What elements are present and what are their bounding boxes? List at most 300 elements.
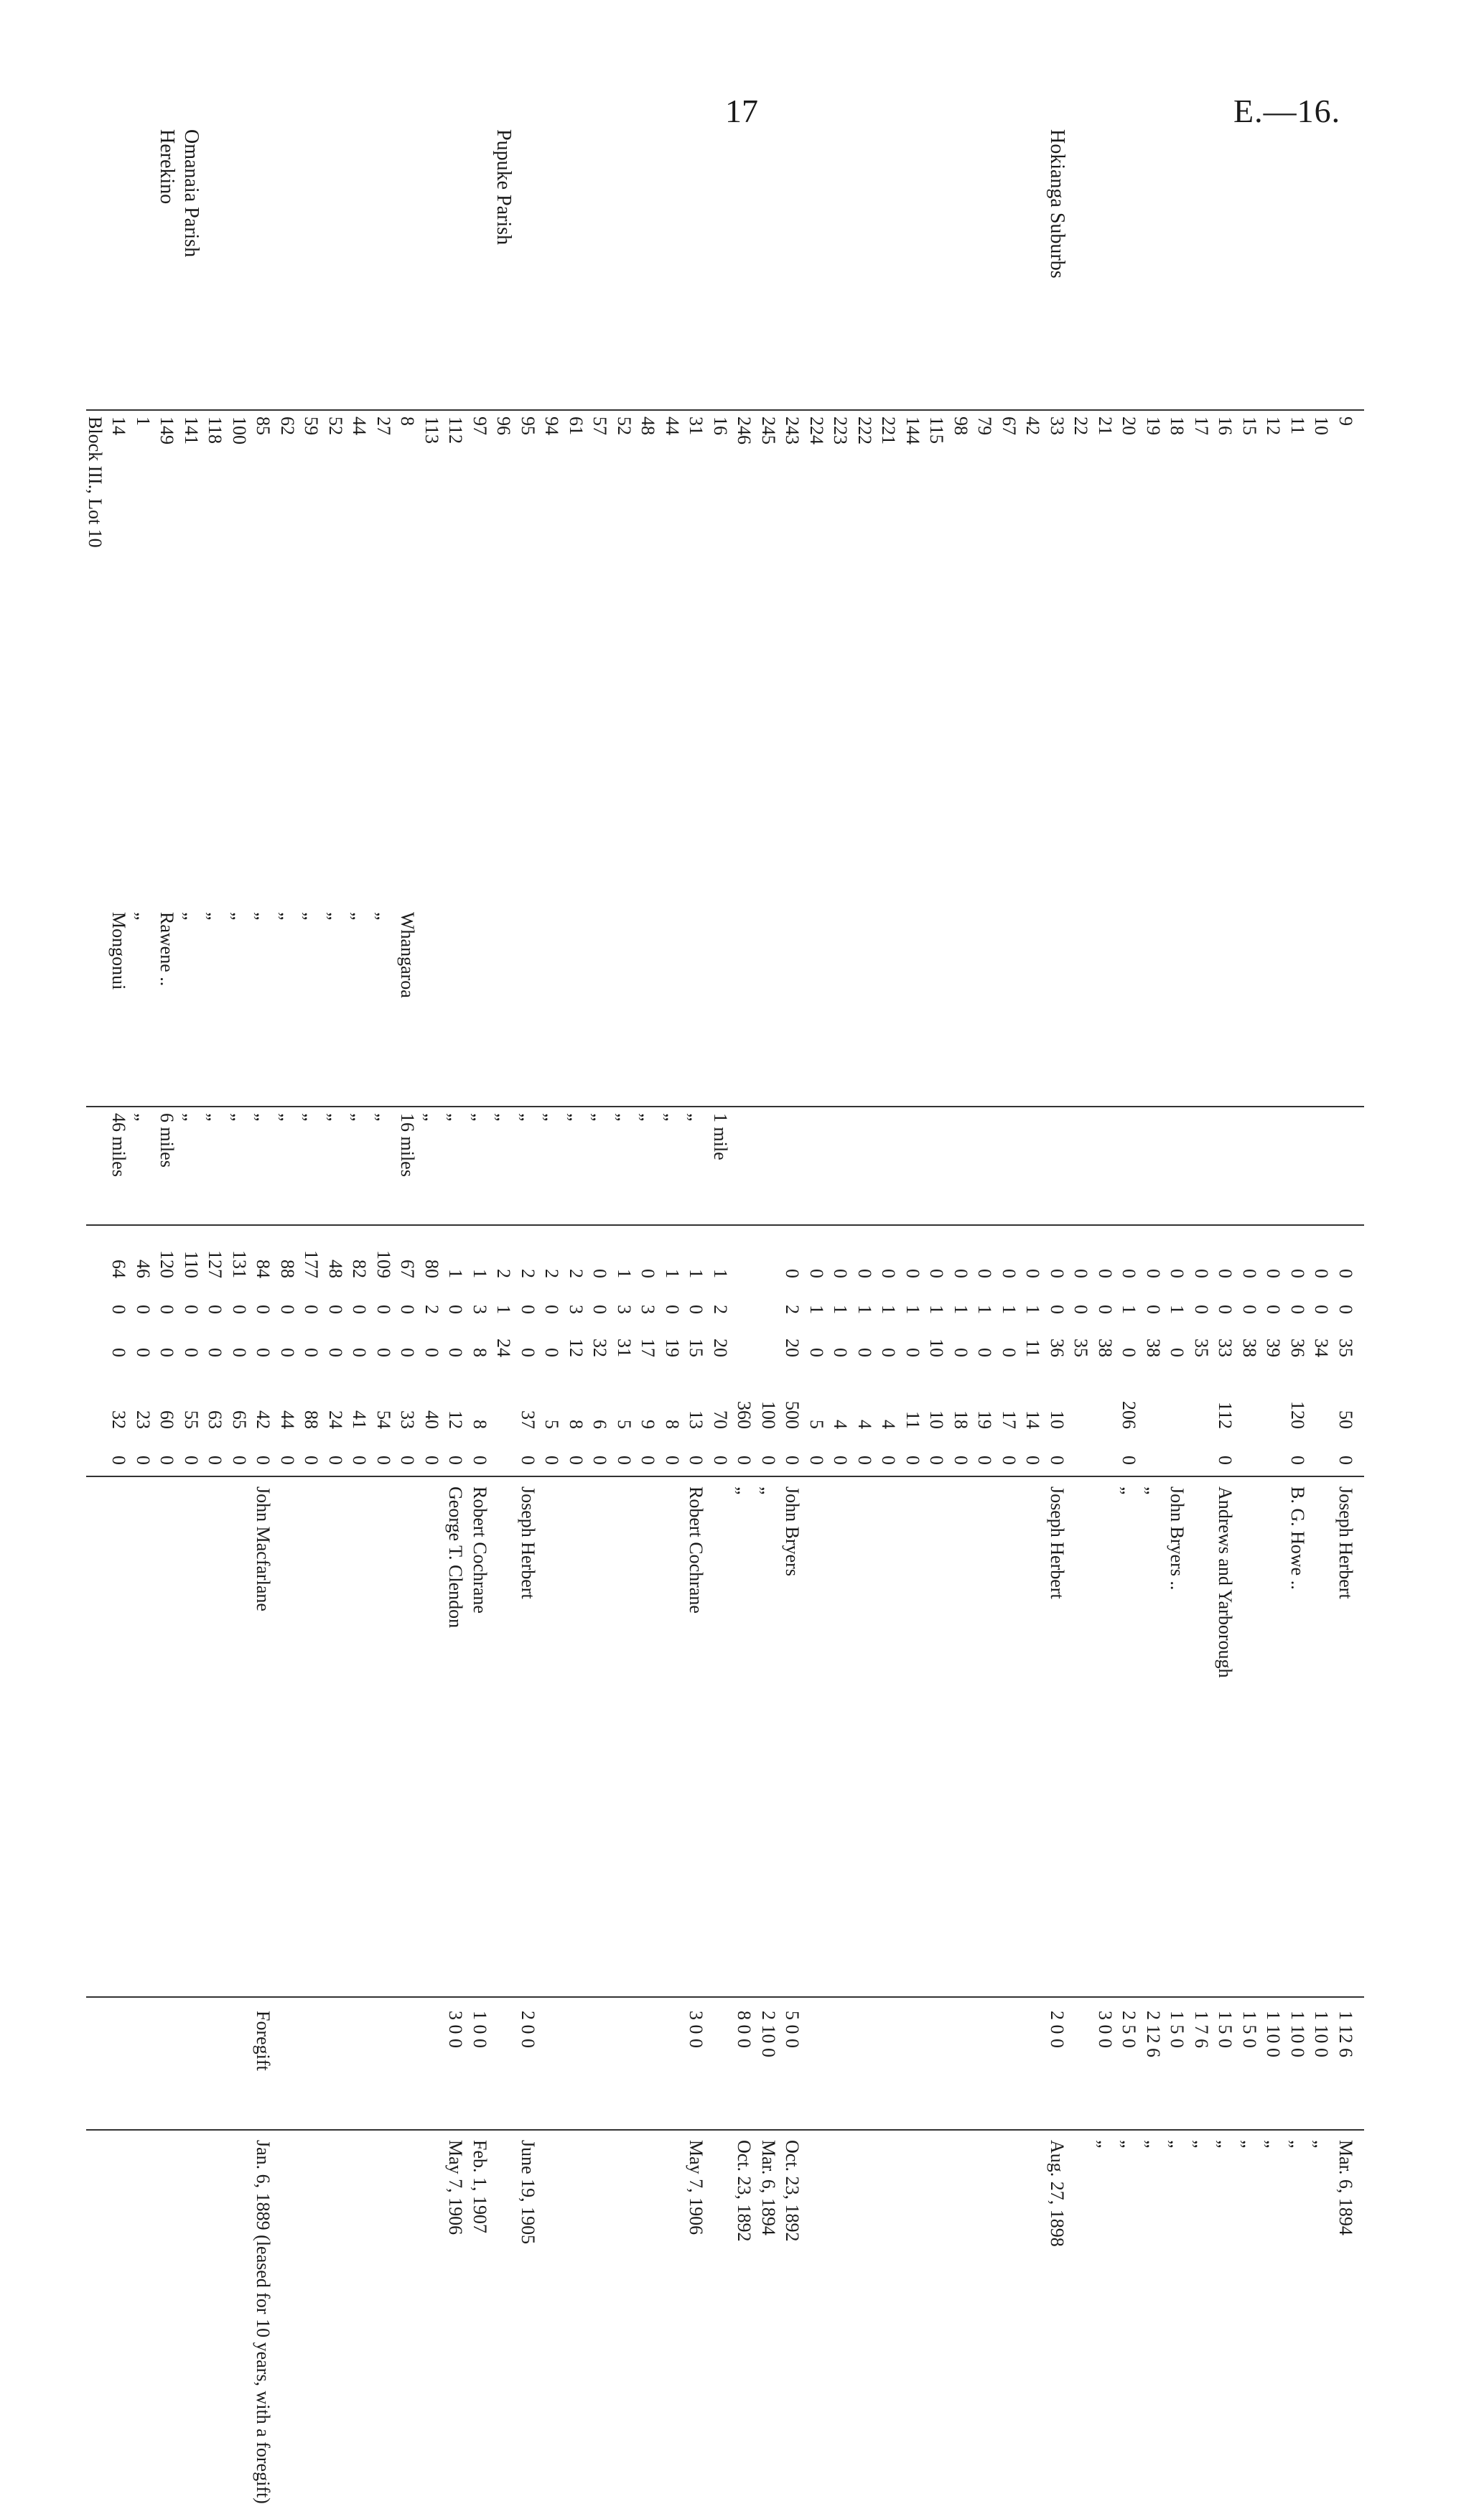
cell-sec: 16 — [1215, 416, 1236, 435]
table-row — [348, 115, 371, 2305]
cell-r: 0 — [133, 1305, 154, 1314]
cell-sec: 222 — [854, 416, 875, 445]
cell-a: 0 — [854, 1269, 875, 1278]
cell-a: 0 — [638, 1269, 659, 1278]
table-row — [733, 115, 756, 2305]
cell-dis: „ — [181, 1113, 202, 1122]
cell-v1: 55 — [181, 1410, 202, 1429]
cell-dis: 1 mile — [710, 1113, 731, 1160]
cell-date: Feb. 1, 1907 — [470, 2140, 490, 2233]
cell-r: 3 — [566, 1305, 587, 1314]
cell-sec: 57 — [589, 416, 611, 435]
cell-v1: 70 — [710, 1410, 731, 1429]
cell-r: 0 — [205, 1305, 226, 1314]
cell-dis: „ — [541, 1113, 563, 1122]
cell-v1: 13 — [686, 1410, 707, 1429]
cell-loc: „ — [229, 912, 250, 921]
cell-p: 0 — [830, 1348, 851, 1357]
cell-a: 0 — [1095, 1269, 1116, 1278]
cell-a: 0 — [1263, 1269, 1284, 1278]
cell-sec: 1 — [133, 416, 154, 426]
cell-date: „ — [1311, 2140, 1333, 2149]
cell-les: Joseph Herbert — [1335, 1486, 1356, 1599]
table-row — [1334, 115, 1357, 2305]
cell-sec: 59 — [301, 416, 322, 435]
cell-a: 0 — [1022, 1269, 1044, 1278]
cell-p: 31 — [614, 1339, 635, 1357]
cell-p: 0 — [951, 1348, 971, 1357]
cell-p: 0 — [157, 1348, 178, 1357]
cell-v2: 0 — [325, 1456, 346, 1465]
cell-loc: Whangaroa — [397, 912, 419, 998]
cell-p: 0 — [518, 1348, 538, 1357]
cell-a: 84 — [253, 1260, 274, 1278]
cell-sec: 31 — [686, 416, 707, 435]
cell-sec: 98 — [951, 416, 971, 435]
cell-r: 0 — [157, 1305, 178, 1314]
cell-a: 0 — [806, 1269, 827, 1278]
cell-sec: 22 — [1070, 416, 1092, 435]
table-row — [252, 115, 275, 2504]
cell-dis: „ — [589, 1113, 611, 1122]
cell-a: 0 — [1119, 1269, 1140, 1278]
cell-sec: 19 — [1143, 416, 1164, 435]
cell-v2: 0 — [806, 1456, 827, 1465]
cell-a: 0 — [951, 1269, 971, 1278]
cell-p: 0 — [205, 1348, 226, 1357]
cell-a: 80 — [421, 1260, 442, 1278]
table-row — [324, 115, 347, 2305]
cell-r: 0 — [1335, 1305, 1356, 1314]
cell-sec: 52 — [325, 416, 346, 435]
cell-v1: 18 — [951, 1410, 971, 1429]
cell-p: 17 — [638, 1339, 659, 1357]
cell-sec: 17 — [1191, 416, 1212, 435]
table-row — [516, 115, 539, 2305]
cell-r: 0 — [1047, 1305, 1068, 1314]
cell-r: 0 — [1215, 1305, 1236, 1314]
cell-p: 38 — [1095, 1339, 1116, 1357]
cell-date: Aug. 27, 1898 — [1047, 2140, 1068, 2247]
cell-v2: 0 — [926, 1456, 948, 1465]
cell-r: 0 — [686, 1305, 707, 1314]
cell-r: 0 — [373, 1305, 394, 1314]
cell-v1: 5 — [614, 1420, 635, 1429]
cell-v1: 5 — [541, 1420, 563, 1429]
table-row — [468, 115, 491, 2305]
table-row — [925, 115, 948, 2305]
cell-v2: 0 — [638, 1456, 659, 1465]
cell-p: 19 — [662, 1339, 683, 1357]
cell-v1: 8 — [662, 1420, 683, 1429]
cell-v1: 40 — [421, 1410, 442, 1429]
cell-a: 0 — [1167, 1269, 1188, 1278]
cell-a: 2 — [518, 1269, 538, 1278]
cell-sec: 224 — [806, 416, 827, 445]
cell-p: 0 — [806, 1348, 827, 1357]
cell-rent: 1 10 0 — [1263, 2011, 1284, 2057]
cell-r: 0 — [325, 1305, 346, 1314]
table-row — [805, 115, 828, 2305]
cell-p: 33 — [1215, 1339, 1236, 1357]
cell-sec: 94 — [541, 416, 563, 435]
cell-v2: 0 — [710, 1456, 731, 1465]
cell-les: John Bryers .. — [1167, 1486, 1188, 1591]
table-row — [1166, 115, 1189, 2305]
cell-r: 2 — [782, 1305, 803, 1314]
table-row — [877, 115, 900, 2305]
cell-p: 0 — [854, 1348, 875, 1357]
cell-sec: 20 — [1119, 416, 1140, 435]
cell-les: B. G. Howe .. — [1287, 1486, 1308, 1590]
cell-r: 0 — [1095, 1305, 1116, 1314]
cell-dis: „ — [662, 1113, 683, 1122]
cell-sec: 44 — [662, 416, 683, 435]
cell-p: 20 — [710, 1339, 731, 1357]
cell-r: 0 — [518, 1305, 538, 1314]
table-row — [1286, 115, 1309, 2305]
cell-p: 36 — [1287, 1339, 1308, 1357]
cell-rent: 8 0 0 — [734, 2011, 755, 2048]
table-row — [1093, 115, 1116, 2305]
cell-a: 2 — [541, 1269, 563, 1278]
table-row — [493, 115, 515, 2305]
cell-sec: 67 — [999, 416, 1019, 435]
cell-sec: 243 — [782, 416, 803, 445]
cell-r: 1 — [902, 1305, 923, 1314]
cell-r: 0 — [541, 1305, 563, 1314]
cell-v2: 0 — [157, 1456, 178, 1465]
cell-rent: 1 5 0 — [1239, 2011, 1260, 2048]
cell-rent: 2 10 0 — [758, 2011, 779, 2057]
cell-p: 38 — [1143, 1339, 1164, 1357]
cell-a: 131 — [229, 1250, 250, 1278]
cell-r: 0 — [1311, 1305, 1333, 1314]
cell-v2: 0 — [854, 1456, 875, 1465]
page-number: 17 — [725, 93, 758, 129]
cell-dis: „ — [566, 1113, 587, 1122]
cell-p: 0 — [108, 1348, 130, 1357]
cell-v1: 206 — [1119, 1401, 1140, 1429]
cell-r: 1 — [493, 1305, 515, 1314]
cell-r: 0 — [181, 1305, 202, 1314]
cell-rent: 3 0 0 — [686, 2011, 707, 2048]
cell-v2: 0 — [181, 1456, 202, 1465]
cell-p: 0 — [373, 1348, 394, 1357]
cell-rent: 1 12 6 — [1335, 2011, 1356, 2057]
cell-v2: 0 — [1335, 1456, 1356, 1465]
cell-a: 0 — [1335, 1269, 1356, 1278]
cell-dis: „ — [638, 1113, 659, 1122]
table-row — [1310, 115, 1333, 2305]
table-row — [997, 115, 1020, 2305]
cell-loc: „ — [301, 912, 322, 921]
cell-r: 1 — [1119, 1305, 1140, 1314]
cell-a: 0 — [974, 1269, 996, 1278]
cell-a: 67 — [397, 1260, 419, 1278]
table-row — [637, 115, 660, 2305]
cell-r: 0 — [349, 1305, 370, 1314]
cell-dis: „ — [686, 1113, 707, 1122]
cell-sec: 144 — [902, 416, 923, 445]
table-row — [901, 115, 924, 2305]
cell-r: 0 — [1070, 1305, 1092, 1314]
cell-les: Robert Cochrane — [686, 1486, 707, 1614]
table-row — [372, 115, 395, 2305]
cell-dis: „ — [205, 1113, 226, 1122]
cell-v1: 500 — [782, 1401, 803, 1429]
cell-a: 64 — [108, 1260, 130, 1278]
cell-dis: „ — [493, 1113, 515, 1122]
table-row — [1214, 115, 1237, 2305]
table-row — [1070, 115, 1093, 2305]
cell-sec: 79 — [974, 416, 996, 435]
cell-v2: 0 — [373, 1456, 394, 1465]
cell-v1: 50 — [1335, 1410, 1356, 1429]
cell-sec: 10 — [1311, 416, 1333, 435]
cell-rent: 3 0 0 — [445, 2011, 467, 2048]
cell-p: 32 — [589, 1339, 611, 1357]
cell-date: Mar. 6, 1894 — [1335, 2140, 1356, 2235]
cell-v1: 88 — [301, 1410, 322, 1429]
cell-v1: 4 — [878, 1420, 900, 1429]
cell-v2: 0 — [734, 1456, 755, 1465]
cell-les: John Macfarlane — [253, 1486, 274, 1611]
cell-v2: 0 — [951, 1456, 971, 1465]
cell-v1: 4 — [830, 1420, 851, 1429]
cell-v2: 0 — [445, 1456, 467, 1465]
cell-a: 1 — [614, 1269, 635, 1278]
table-row — [829, 115, 852, 2305]
cell-r: 2 — [421, 1305, 442, 1314]
table-row — [974, 115, 997, 2305]
cell-date: „ — [1263, 2140, 1284, 2149]
cell-v1: 10 — [926, 1410, 948, 1429]
cell-p: 0 — [277, 1348, 298, 1357]
cell-les: Joseph Herbert — [518, 1486, 538, 1599]
cell-r: 0 — [108, 1305, 130, 1314]
cell-rent: Foregift — [253, 2011, 274, 2071]
cell-v1: 5 — [806, 1420, 827, 1429]
cell-p: 12 — [566, 1339, 587, 1357]
cell-p: 0 — [421, 1348, 442, 1357]
cell-a: 0 — [1047, 1269, 1068, 1278]
district-label: Herekino — [156, 129, 179, 205]
cell-v2: 0 — [1022, 1456, 1044, 1465]
cell-dis: „ — [373, 1113, 394, 1122]
cell-p: 0 — [397, 1348, 419, 1357]
cell-date: „ — [1119, 2140, 1140, 2149]
cell-date: May 7, 1906 — [445, 2140, 467, 2235]
cell-r: 0 — [662, 1305, 683, 1314]
cell-v1: 6 — [589, 1420, 611, 1429]
cell-v1: 44 — [277, 1410, 298, 1429]
cell-v2: 0 — [589, 1456, 611, 1465]
cell-sec: 113 — [421, 416, 442, 445]
cell-dis: „ — [349, 1113, 370, 1122]
cell-p: 20 — [782, 1339, 803, 1357]
cell-dis: „ — [133, 1113, 154, 1122]
cell-r: 1 — [974, 1305, 996, 1314]
cell-v1: 8 — [566, 1420, 587, 1429]
cell-p: 36 — [1047, 1339, 1068, 1357]
cell-r: 1 — [1167, 1305, 1188, 1314]
cell-v1: 112 — [1215, 1401, 1236, 1429]
cell-sec: 16 — [710, 416, 731, 435]
cell-a: 46 — [133, 1260, 154, 1278]
cell-r: 0 — [301, 1305, 322, 1314]
cell-v2: 0 — [878, 1456, 900, 1465]
cell-r: 0 — [1143, 1305, 1164, 1314]
cell-rent: 1 7 6 — [1191, 2011, 1212, 2048]
cell-a: 0 — [902, 1269, 923, 1278]
cell-p: 39 — [1263, 1339, 1284, 1357]
cell-p: 0 — [349, 1348, 370, 1357]
cell-date: Jan. 6, 1889 (leased for 10 years, with a foregift) — [253, 2140, 274, 2504]
cell-a: 0 — [926, 1269, 948, 1278]
table-row — [781, 115, 804, 2305]
cell-v2: 0 — [1215, 1456, 1236, 1465]
cell-a: 0 — [1191, 1269, 1212, 1278]
table-row — [709, 115, 732, 2305]
cell-a: 0 — [999, 1269, 1019, 1278]
table-row — [1022, 115, 1045, 2305]
cell-sec: Block III., Lot 10 — [85, 416, 106, 548]
cell-les: Robert Cochrane — [470, 1486, 490, 1614]
cell-v2: 0 — [301, 1456, 322, 1465]
cell-sec: 245 — [758, 416, 779, 445]
cell-les: „ — [1119, 1486, 1140, 1495]
table-row — [541, 115, 564, 2305]
cell-les: Joseph Herbert — [1047, 1486, 1068, 1599]
cell-v1: 33 — [397, 1410, 419, 1429]
cell-p: 0 — [133, 1348, 154, 1357]
table-row — [108, 115, 131, 2305]
cell-les: „ — [1143, 1486, 1164, 1495]
cell-dis: „ — [325, 1113, 346, 1122]
cell-a: 0 — [1311, 1269, 1333, 1278]
cell-sec: 115 — [926, 416, 948, 445]
cell-v2: 0 — [782, 1456, 803, 1465]
table-row — [853, 115, 876, 2305]
cell-v2: 0 — [253, 1456, 274, 1465]
cell-v2: 0 — [349, 1456, 370, 1465]
table-row — [444, 115, 467, 2305]
cell-les: John Bryers — [782, 1486, 803, 1576]
cell-v2: 0 — [229, 1456, 250, 1465]
cell-v2: 0 — [541, 1456, 563, 1465]
cell-p: 8 — [470, 1348, 490, 1357]
cell-a: 1 — [710, 1269, 731, 1278]
table-row — [179, 115, 202, 2305]
cell-p: 0 — [878, 1348, 900, 1357]
cell-a: 1 — [445, 1269, 467, 1278]
cell-loc: „ — [349, 912, 370, 921]
cell-r: 1 — [999, 1305, 1019, 1314]
cell-v1: 42 — [253, 1410, 274, 1429]
cell-dis: „ — [301, 1113, 322, 1122]
cell-v1: 37 — [518, 1410, 538, 1429]
cell-r: 0 — [397, 1305, 419, 1314]
cell-sec: 27 — [373, 416, 394, 435]
cell-r: 0 — [589, 1305, 611, 1314]
cell-r: 1 — [1022, 1305, 1044, 1314]
cell-v2: 0 — [1119, 1456, 1140, 1465]
table-row — [757, 115, 780, 2305]
cell-sec: 149 — [157, 416, 178, 445]
page-reference: E.—16. — [1233, 93, 1341, 129]
cell-sec: 141 — [181, 416, 202, 445]
cell-v2: 0 — [758, 1456, 779, 1465]
cell-v2: 0 — [470, 1456, 490, 1465]
table-row — [131, 115, 154, 2305]
cell-v1: 4 — [854, 1420, 875, 1429]
cell-date: „ — [1167, 2140, 1188, 2149]
cell-v2: 0 — [686, 1456, 707, 1465]
cell-sec: 9 — [1335, 416, 1356, 426]
cell-r: 2 — [710, 1305, 731, 1314]
cell-p: 11 — [1022, 1339, 1044, 1357]
cell-r: 0 — [253, 1305, 274, 1314]
cell-sec: 97 — [470, 416, 490, 435]
table-row — [1190, 115, 1213, 2305]
cell-v2: 0 — [974, 1456, 996, 1465]
district-label: Omanaia Parish — [180, 129, 202, 258]
cell-dis: 16 miles — [397, 1113, 419, 1177]
table-row — [156, 115, 179, 2305]
cell-sec: 21 — [1095, 416, 1116, 435]
cell-p: 35 — [1335, 1339, 1356, 1357]
cell-v1: 19 — [974, 1410, 996, 1429]
cell-rent: 2 0 0 — [1047, 2011, 1068, 2048]
cell-rent: 5 0 0 — [782, 2011, 803, 2048]
cell-a: 48 — [325, 1260, 346, 1278]
cell-a: 2 — [493, 1269, 515, 1278]
cell-dis: „ — [421, 1113, 442, 1122]
cell-p: 0 — [902, 1348, 923, 1357]
cell-les: George T. Clendon — [445, 1486, 467, 1629]
cell-v1: 65 — [229, 1410, 250, 1429]
cell-les: „ — [734, 1486, 755, 1495]
cell-p: 10 — [926, 1339, 948, 1357]
cell-v1: 100 — [758, 1401, 779, 1429]
cell-rent: 1 10 0 — [1287, 2011, 1308, 2057]
cell-dis: 6 miles — [157, 1113, 178, 1168]
cell-sec: 52 — [614, 416, 635, 435]
cell-dis: „ — [253, 1113, 274, 1122]
cell-p: 0 — [253, 1348, 274, 1357]
cell-sec: 12 — [1263, 416, 1284, 435]
cell-sec: 62 — [277, 416, 298, 435]
cell-loc: „ — [181, 912, 202, 921]
cell-a: 1 — [470, 1269, 490, 1278]
cell-r: 3 — [614, 1305, 635, 1314]
cell-loc: „ — [277, 912, 298, 921]
cell-loc: „ — [373, 912, 394, 921]
cell-a: 2 — [566, 1269, 587, 1278]
table-row — [1142, 115, 1165, 2305]
cell-a: 127 — [205, 1250, 226, 1278]
cell-p: 0 — [1119, 1348, 1140, 1357]
cell-r: 1 — [806, 1305, 827, 1314]
cell-a: 120 — [157, 1250, 178, 1278]
cell-p: 34 — [1311, 1339, 1333, 1357]
land-table — [85, 115, 1364, 2504]
cell-v2: 0 — [902, 1456, 923, 1465]
cell-v2: 0 — [421, 1456, 442, 1465]
cell-r: 1 — [830, 1305, 851, 1314]
cell-dis: „ — [614, 1113, 635, 1122]
